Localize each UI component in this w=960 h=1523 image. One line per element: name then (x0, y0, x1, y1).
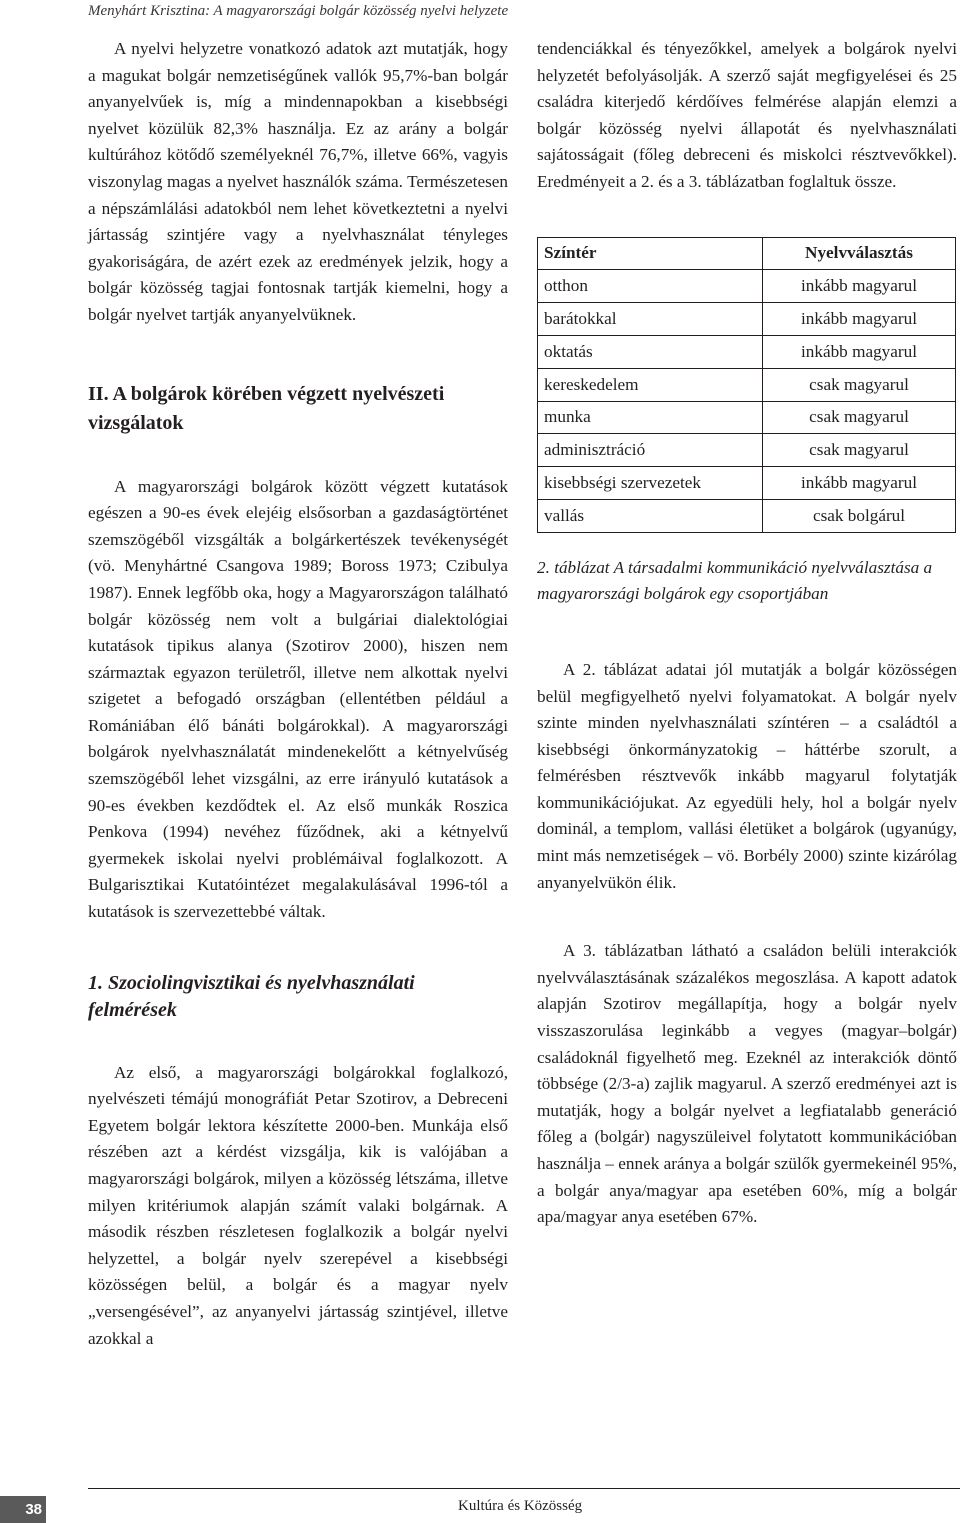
left-column (88, 36, 508, 1352)
table-cell: csak magyarul (763, 368, 956, 401)
table-cell: inkább magyarul (763, 270, 956, 303)
table-row (538, 368, 956, 401)
table-cell: munka (538, 401, 763, 434)
table-cell: kereskedelem (538, 368, 763, 401)
paragraph: Az első, a magyarországi bolgárokkal foglalkozó, nyelvészeti témájú monográfiát Petar Szotirov, a Debreceni Egyetem bolgár lektora készítette 2000-ben. Munkája első részében azt a kérdést vizsgálja, kik is valójában a magyarországi bolgárok, milyen a közösség létszáma, illetve milyen kritériumok alapján számít valaki bolgárnak. A második részben részletesen foglalkozik a bolgár nyelvi helyzettel, a bolgár nyelv szerepével a kisebbségi közösségen belül, a bolgár és a magyar nyelv „versengésével”, az anyanyelvi jártasság szintjével, illetve azokkal a (88, 1062, 508, 1348)
paragraph: A nyelvi helyzetre vonatkozó adatok azt mutatják, hogy a magukat bolgár nemzetiségűnek vallók 95,7%-ban bolgár anyanyelvűek is, míg a mindennapokban a kisebbségi nyelvet közülük 82,3% használja. Ez az arány a bolgár kultúrához kötődő személyeknél 76,7%, illetve 66%, vagyis viszonylag magas a nyelvet használók száma. Természetesen a népszámlálási adatokból nem lehet következtetni a nyelvi jártasság szintjére vagy a nyelvhasználat tényleges gyakoriságára, de azért ezek az eredmények jelzik, hogy a bolgár közösség tagjai fontosnak tartják kiemelni, hogy a bolgár nyelvet tartják anyanyelvüknek. (88, 39, 508, 324)
table-cell: inkább magyarul (763, 467, 956, 500)
table-cell: barátokkal (538, 303, 763, 336)
table-cell: otthon (538, 270, 763, 303)
footer-rule (88, 1488, 960, 1489)
table-row (538, 270, 956, 303)
language-choice-table (537, 237, 956, 533)
table-row (538, 303, 956, 336)
table-row (538, 467, 956, 500)
section-heading: II. A bolgárok körében végzett nyelvészeti vizsgálatok (88, 382, 445, 434)
table-row (538, 434, 956, 467)
table-cell: csak magyarul (763, 401, 956, 434)
table-row (538, 335, 956, 368)
subsection-heading: 1. Szociolingvisztikai és nyelvhasználati felmérések (88, 971, 415, 1021)
table-cell: csak bolgárul (763, 499, 956, 532)
table-cell: inkább magyarul (763, 335, 956, 368)
table-header-cell: Nyelvválasztás (763, 237, 956, 270)
table-header-row (538, 237, 956, 270)
right-column (537, 36, 957, 1231)
page-number: 38 (0, 1496, 46, 1523)
paragraph: A 2. táblázat adatai jól mutatják a bolgár közösségen belül megfigyelhető nyelvi folyamatokat. A bolgár nyelv szinte minden nyelvhasználati színtéren – a családtól a kisebbségi önkormányzatokig – háttérbe szorult, a felmérésben résztvevők inkább magyarul folytatják kommunikációjukat. Az egyedüli hely, hol a bolgár nyelv dominál, a templom, vallási életüket a bolgárok (ugyanúgy, mint más nemzetiségek – vö. Borbély 2000) szinte kizárólag anyanyelvükön élik. (537, 659, 957, 892)
running-head: Menyhárt Krisztina: A magyarországi bolgár közösség nyelvi helyzete (88, 3, 509, 19)
table-cell: vallás (538, 499, 763, 532)
table-cell: csak magyarul (763, 434, 956, 467)
table-cell: oktatás (538, 335, 763, 368)
paragraph: A magyarországi bolgárok között végzett kutatások egészen a 90-es évek elejéig elsősorban a gazdaságtörténet szemszögéből vizsgálták a bolgárkertészek tevékenységét (vö. Menyhártné Csangova 1989; Boross 1973; Czibulya 1987). Ennek legfőbb oka, hogy a Magyarországon található bolgár közösség nem volt a bulgáriai dialektológiai kutatások tipikus alanya (Szotirov 2000), hiszen nem származtak egyazon területről, illetve nem alkottak nyelvi szigetet a befogadó országban (ellentétben például a Romániában élő bánáti bolgárokkal). A magyarországi bolgárok nyelvhasználatát mindenekelőtt a kétnyelvűség szemszögéből lehet vizsgálni, az erre irányuló kutatások a 90-es években kezdődtek el. Az első munkák Roszica Penkova (1994) nevéhez fűződnek, aki a kétnyelvű gyermekek iskolai nyelvi problémáival foglalkozott. A Bulgarisztikai Kutatóintézet megalakulásával 1996-tól a kutatások is szervezettebbé váltak. (88, 476, 508, 922)
paragraph: A 3. táblázatban látható a családon belüli interakciók nyelvválasztásának százalékos megoszlása. A kapott adatok alapján Szotirov megállapítja, hogy a bolgár nyelv visszaszorulása leginkább a vegyes (magyar–bolgár) családoknál figyelhető meg. Ezeknél az interakciók döntő többsége (2/3-a) zajlik magyarul. A szerző eredményei azt is mutatják, hogy a bolgár nyelvet a legfiatalabb generáció főleg a (bolgár) nagyszüleivel folytatott kommunikációban használja – ennek aránya a bolgár szülők gyermekeinél 95%, a bolgár anya/magyar apa esetében 60%, míg a bolgár apa/magyar anya esetében 67%. (537, 941, 957, 1227)
table-caption: 2. táblázat A társadalmi kommunikáció nyelvválasztása a magyarországi bolgárok egy csoportjában (537, 557, 933, 604)
table-cell: kisebbségi szervezetek (538, 467, 763, 500)
table-cell: adminisztráció (538, 434, 763, 467)
table-cell: inkább magyarul (763, 303, 956, 336)
paragraph: tendenciákkal és tényezőkkel, amelyek a bolgárok nyelvi helyzetét befolyásolják. A szerző saját megfigyelései és 25 családra kiterjedő kérdőíves felmérése alapján elemzi a bolgár közösség nyelvi állapotát és nyelvhasználati sajátosságait (főleg debreceni és miskolci résztvevőkkel). Eredményeit a 2. és a 3. táblázatban foglaltuk össze. (537, 39, 957, 191)
journal-name: Kultúra és Közösség (458, 1498, 583, 1514)
table-row (538, 401, 956, 434)
table-header-cell: Színtér (538, 237, 763, 270)
table-row (538, 499, 956, 532)
